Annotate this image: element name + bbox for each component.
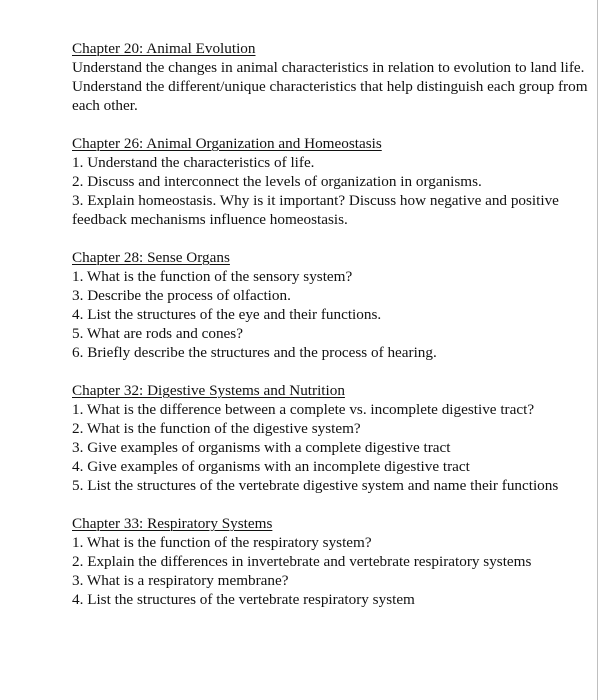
section-chapter-33 <box>72 514 592 609</box>
section-chapter-20 <box>72 39 592 115</box>
page-edge-divider <box>597 0 598 700</box>
section-chapter-26 <box>72 134 592 229</box>
section-line: 4. List the structures of the vertebrate respiratory system <box>72 591 415 608</box>
study-guide <box>72 39 592 628</box>
section-line: 3. Give examples of organisms with a complete digestive tract <box>72 439 451 456</box>
section-line: 4. Give examples of organisms with an incomplete digestive tract <box>72 458 470 475</box>
section-heading: Chapter 28: Sense Organs <box>72 249 230 266</box>
section-line: 5. What are rods and cones? <box>72 325 243 342</box>
section-line: Understand the different/unique characteristics that help distinguish each group from each other. <box>72 78 588 114</box>
section-line: 6. Briefly describe the structures and the process of hearing. <box>72 344 437 361</box>
section-line: 1. What is the difference between a complete vs. incomplete digestive tract? <box>72 401 535 418</box>
section-heading: Chapter 33: Respiratory Systems <box>72 515 273 532</box>
section-heading: Chapter 20: Animal Evolution <box>72 40 256 57</box>
section-line: 1. Understand the characteristics of life. <box>72 154 315 171</box>
section-line: 2. Discuss and interconnect the levels of organization in organisms. <box>72 173 482 190</box>
section-chapter-28 <box>72 248 592 362</box>
section-line: 3. Explain homeostasis. Why is it important? Discuss how negative and positive feedback mechanisms influence homeostasis. <box>72 192 559 228</box>
section-line: 2. Explain the differences in invertebrate and vertebrate respiratory systems <box>72 553 532 570</box>
section-line: 1. What is the function of the respiratory system? <box>72 534 372 551</box>
section-line: 5. List the structures of the vertebrate digestive system and name their functions <box>72 477 559 494</box>
section-line: 3. What is a respiratory membrane? <box>72 572 289 589</box>
section-line: 1. What is the function of the sensory system? <box>72 268 353 285</box>
section-chapter-32 <box>72 381 592 495</box>
section-line: 3. Describe the process of olfaction. <box>72 287 291 304</box>
section-line: 4. List the structures of the eye and their functions. <box>72 306 382 323</box>
section-heading: Chapter 32: Digestive Systems and Nutrition <box>72 382 345 399</box>
section-line: 2. What is the function of the digestive system? <box>72 420 361 437</box>
section-heading: Chapter 26: Animal Organization and Homeostasis <box>72 135 382 152</box>
section-line: Understand the changes in animal characteristics in relation to evolution to land life. <box>72 59 585 76</box>
